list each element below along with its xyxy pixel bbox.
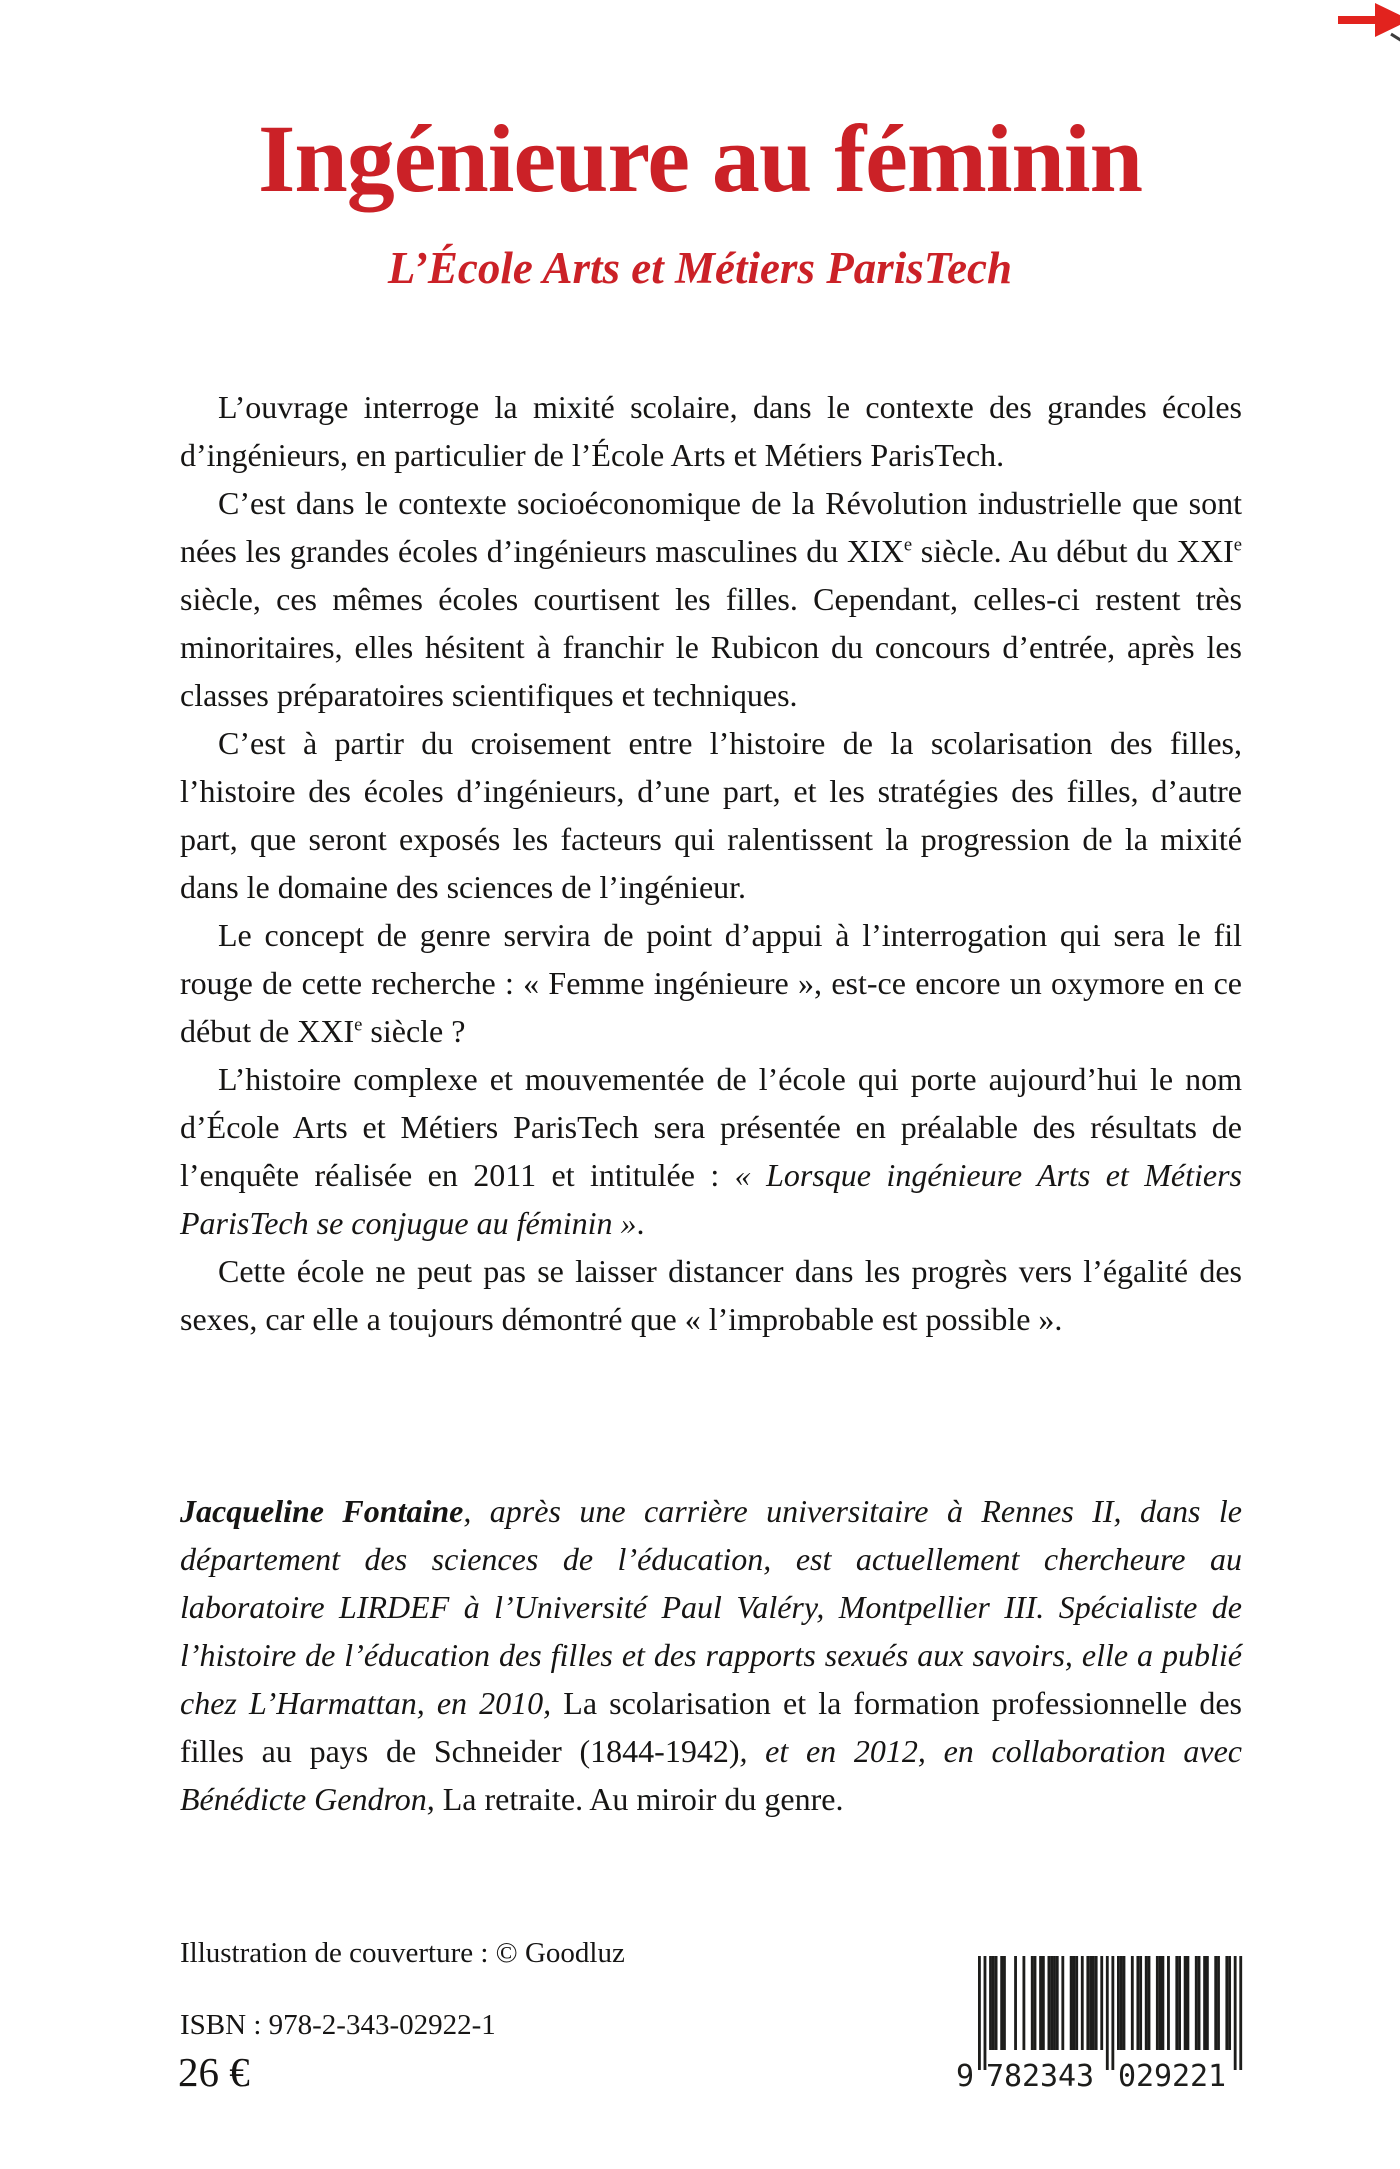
synopsis-paragraph: C’est dans le contexte socioéconomique de la Révolution industrielle que sont nées les grandes écoles d’ingénieurs masculines du XIXe siècle. Au début du XXIe siècle, ces mêmes écoles courtisent les filles. Cependant, celles-ci restent très minoritaires, elles hésitent à franchir le Rubicon du concours d’entrée, après les classes préparatoires scientifiques et techniques. [180, 485, 1243, 713]
barcode-svg [944, 1956, 1254, 2096]
synopsis-paragraph: Cette école ne peut pas se laisser distancer dans les progrès vers l’égalité des sexes, car elle a toujours démontré que « l’improbable est possible ». [180, 1253, 1242, 1337]
synopsis-paragraph: L’ouvrage interroge la mixité scolaire, dans le contexte des grandes écoles d’ingénieurs, en particulier de l’École Arts et Métiers ParisTech. [180, 389, 1242, 473]
isbn-line: ISBN : 978-2-343-02922-1 [180, 2009, 496, 2041]
book-subtitle: L’École Arts et Métiers ParisTech [387, 243, 1013, 293]
synopsis-section [180, 383, 1242, 1343]
svg-text:9: 9 [955, 2059, 974, 2094]
book-title: Ingénieure au féminin [258, 105, 1142, 212]
cover-credit-line: Illustration de couverture : © Goodluz [180, 1937, 625, 1969]
svg-text:029221: 029221 [1118, 2059, 1226, 2094]
arrow-right-icon [1338, 3, 1400, 37]
price: 26 € [178, 2049, 250, 2095]
author-bio: Jacqueline Fontaine, après une carrière universitaire à Rennes II, dans le département des sciences de l’éducation, est actuellement chercheure au laboratoire LIRDEF à l’Université Paul Valéry, Montpellier III. Spécialiste de l’histoire de l’éducation des filles et des rapports sexués aux savoirs, elle a publié chez L’Harmattan, en 2010, La scolarisation et la formation professionnelle des filles au pays de Schneider (1844-1942), et en 2012, en collaboration avec Bénédicte Gendron, La retraite. Au miroir du genre. [180, 1493, 1243, 1817]
svg-text:782343: 782343 [986, 2059, 1094, 2094]
synopsis-paragraph: Le concept de genre servira de point d’appui à l’interrogation qui sera le fil rouge de cette recherche : « Femme ingénieure », est-ce encore un oxymore en ce début de XXIe siècle ? [180, 917, 1242, 1049]
synopsis-paragraph: L’histoire complexe et mouvementée de l’école qui porte aujourd’hui le nom d’École Arts et Métiers ParisTech sera présentée en préalable des résultats de l’enquête réalisée en 2011 et intitulée : « Lorsque ingénieure Arts et Métiers ParisTech se conjugue au féminin ». [180, 1061, 1243, 1241]
synopsis-paragraph: C’est à partir du croisement entre l’histoire de la scolarisation des filles, l’histoire des écoles d’ingénieurs, d’une part, et les stratégies des filles, d’autre part, que seront exposés les facteurs qui ralentissent la progression de la mixité dans le domaine des sciences de l’ingénieur. [180, 725, 1242, 905]
barcode [944, 1956, 1254, 2096]
